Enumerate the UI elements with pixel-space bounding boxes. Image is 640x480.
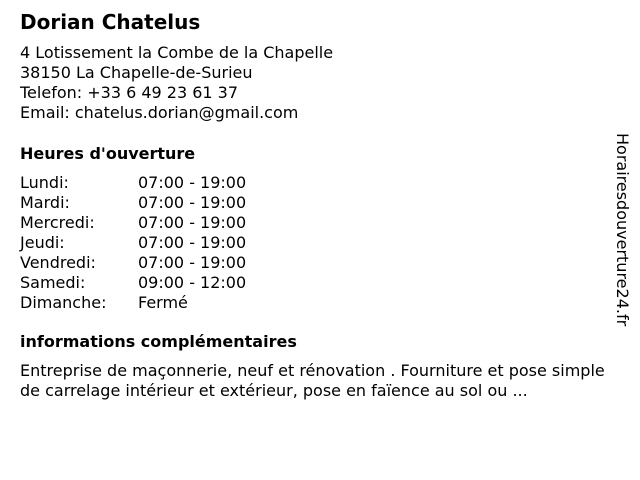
hours-day: Mercredi: [20, 213, 95, 232]
hours-time: 07:00 - 19:00 [138, 193, 247, 212]
info-title: informations complémentaires [20, 332, 297, 351]
hours-time: Fermé [138, 293, 188, 312]
hours-time: 07:00 - 19:00 [138, 233, 247, 252]
watermark-text: Horairesdouverture24.fr [613, 133, 632, 327]
hours-time: 07:00 - 19:00 [138, 213, 247, 232]
hours-row-saturday [20, 273, 620, 293]
hours-row-tuesday [20, 193, 620, 213]
contact-block [20, 43, 620, 123]
hours-day: Samedi: [20, 273, 86, 292]
business-name: Dorian Chatelus [20, 10, 201, 34]
email-text: Email: chatelus.dorian@gmail.com [20, 103, 299, 122]
address-line-1: 4 Lotissement la Combe de la Chapelle [20, 43, 334, 62]
hours-title: Heures d'ouverture [20, 144, 196, 163]
info-description: Entreprise de maçonnerie, neuf et rénovation . Fourniture et pose simple de carrelage intérieur et extérieur, pose en faïence au sol ou ... [20, 361, 605, 400]
hours-row-monday [20, 173, 620, 193]
business-card [20, 10, 620, 401]
hours-row-wednesday [20, 213, 620, 233]
hours-day: Vendredi: [20, 253, 96, 272]
hours-time: 09:00 - 12:00 [138, 273, 247, 292]
hours-day: Lundi: [20, 173, 69, 192]
hours-time: 07:00 - 19:00 [138, 173, 247, 192]
hours-time: 07:00 - 19:00 [138, 253, 247, 272]
phone-text: Telefon: +33 6 49 23 61 37 [20, 83, 239, 102]
hours-day: Dimanche: [20, 293, 107, 312]
hours-table [20, 173, 620, 313]
address-line-2: 38150 La Chapelle-de-Surieu [20, 63, 253, 82]
hours-day: Mardi: [20, 193, 70, 212]
hours-row-thursday [20, 233, 620, 253]
hours-day: Jeudi: [20, 233, 65, 252]
hours-row-sunday [20, 293, 620, 313]
hours-row-friday [20, 253, 620, 273]
